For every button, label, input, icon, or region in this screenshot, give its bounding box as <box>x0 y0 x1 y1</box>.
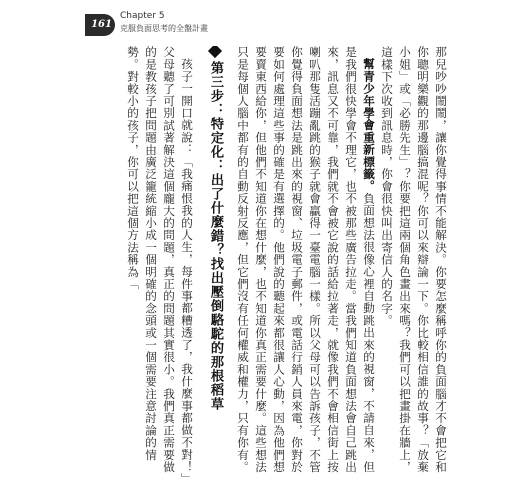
page-number-tab <box>88 14 115 36</box>
chapter-title: 克服負面思考的全盤計畫 <box>120 24 208 33</box>
diamond-bullet-icon <box>208 46 222 58</box>
paragraph-1: 那兒吵吵鬧鬧，讓你覺得事情不能解決。你要怎麼稱呼你的負面腦才不會把它和你聰明樂觀的那邊腦搞混呢？你可以來辯論一下。你比較相信誰的故事？「放棄小姐」或「必勝先生」？你要把這兩個角色畫出來嗎？我們可以把畫掛在牆上，這樣下次收到訊息時，你會很快叫出寄信人的名字。 <box>380 46 448 473</box>
page-number: 161 <box>91 19 112 30</box>
step-heading-text: 第三步：特定化：出了什麼錯？找出壓倒駱駝的那根稻草 <box>208 61 223 411</box>
page-header <box>0 0 520 46</box>
body-text <box>86 46 450 482</box>
paragraph-3: 孩子一開口就說：「我痛恨我的人生，每件事都糟透了，我什麼事都做不對！」父母聽了可別試著解決這個龐大的問題，真正的問題其實很小。我們真正需要做的是教孩子把問題由廣泛籠統縮小成一個明確的念頭或一個需要注意討論的情勢。對較小的孩子，你可以把這個方法稱為「 <box>126 46 194 479</box>
paragraph-2 <box>234 46 378 482</box>
step-heading <box>205 46 225 482</box>
chapter-label: Chapter 5 <box>120 11 165 21</box>
paragraph-2-text: 負面想法很像心裡自動跳出來的視窗，不請自來，但是我們很快學會不理它，也不被那些廣告拉走。當我們知道負面想法會自己跳出來，訊息又不可靠，我們就不會被它說的話給拉著走，就像我們不會相信街上按喇叭那隻活蹦亂跳的猴子就會贏得一臺電腦一樣。所以父母可以告訴孩子，不管你覺得負面想法是跳出來的視窗、垃圾電子郵件，或電話行銷人員來電，你對於要如何處理這些事的確是有選擇的。他們說的聽起來都很讓人心動，因為他們想要賣東西給你，但他們不知道你在想什麼，也不知道你真正需要什麼。這些想法只是每個人腦中都有的自動反射反應，但它們沒有任何權威和權力，只有你有。 <box>236 46 376 473</box>
paragraph-2-lead-in: 幫青少年學會重新標籤。 <box>362 57 376 192</box>
